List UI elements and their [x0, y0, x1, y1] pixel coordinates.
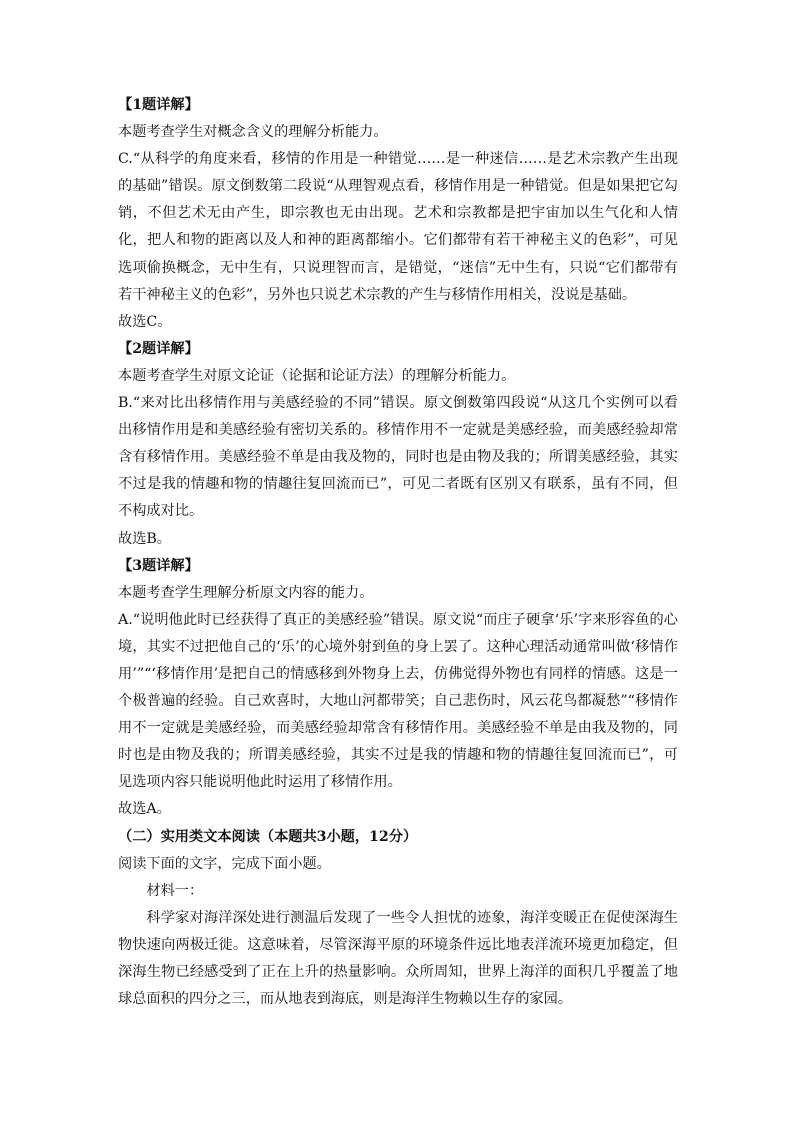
q3-intro: 本题考查学生理解分析原文内容的能力。 [118, 584, 374, 601]
document-body [118, 92, 678, 1013]
section2-instruction: 阅读下面的文字，完成下面小题。 [118, 855, 331, 872]
q2-answer: 故选B。 [118, 530, 171, 547]
q3-analysis: A.“说明他此时已经获得了真正的美感经验”错误。原文说“而庄子硬拿‘乐’字来形容鱼的心境，其实不过把他自己的‘乐’的心境外射到鱼的身上罢了。这种心理活动通常叫做‘移情作用’”“‘移情作用’是把自己的情感移到外物身上去，仿佛觉得外物也有同样的情感。这是一个极普遍的经验。自己欢喜时，大地山河都带笑；自己悲伤时，风云花鸟都凝愁”“移情作用不一定就是美感经验，而美感经验却常含有移情作用。美感经验不单是由我及物的，同时也是由物及我的；所谓美感经验，其实不过是我的情趣和物的情趣往复回流而已”，可见选项内容只能说明他此时运用了移情作用。 [118, 611, 678, 791]
q1-intro: 本题考查学生对概念含义的理解分析能力。 [118, 124, 388, 141]
material-label: 材料一： [146, 882, 204, 899]
q2-heading: 【2题详解】 [118, 340, 199, 357]
q1-answer: 故选C。 [118, 313, 172, 330]
section2-title: （二）实用类文本阅读（本题共3小题，12分） [118, 828, 418, 845]
q3-answer: 故选A。 [118, 801, 171, 818]
q3-heading: 【3题详解】 [118, 557, 199, 574]
q2-intro: 本题考查学生对原文论证（论据和论证方法）的理解分析能力。 [118, 367, 516, 384]
material-text: 科学家对海洋深处进行测温后发现了一些令人担忧的迹象，海洋变暖正在促使深海生物快速向两极迁徙。这意味着，尽管深海平原的环境条件远比地表洋流环境更加稳定，但深海生物已经感受到了正在上升的热量影响。众所周知，世界上海洋的面积几乎覆盖了地球总面积的四分之三，而从地表到海底，则是海洋生物赖以生存的家园。 [118, 909, 678, 1008]
q2-analysis: B.“来对比出移情作用与美感经验的不同”错误。原文倒数第四段说“从这几个实例可以看出移情作用是和美感经验有密切关系的。移情作用不一定就是美感经验，而美感经验却常含有移情作用。美感经验不单是由我及物的，同时也是由物及我的；所谓美感经验，其实不过是我的情趣和物的情趣往复回流而已”，可见二者既有区别又有联系，虽有不同，但不构成对比。 [118, 395, 678, 520]
q1-heading: 【1题详解】 [118, 97, 199, 113]
q1-analysis: C.“从科学的角度来看，移情的作用是一种错觉……是一种迷信……是艺术宗教产生出现的基础”错误。原文倒数第二段说“从理智观点看，移情作用是一种错觉。但是如果把它勾销，不但艺术无由产生，即宗教也无由出现。艺术和宗教都是把宇宙加以生气化和人情化，把人和物的距离以及人和神的距离都缩小。它们都带有若干神秘主义的色彩”，可见选项偷换概念，无中生有，只说理智而言，是错觉，“迷信”无中生有，只说“它们都带有若干神秘主义的色彩”，另外也只说艺术宗教的产生与移情作用相关，没说是基础。 [118, 151, 678, 303]
